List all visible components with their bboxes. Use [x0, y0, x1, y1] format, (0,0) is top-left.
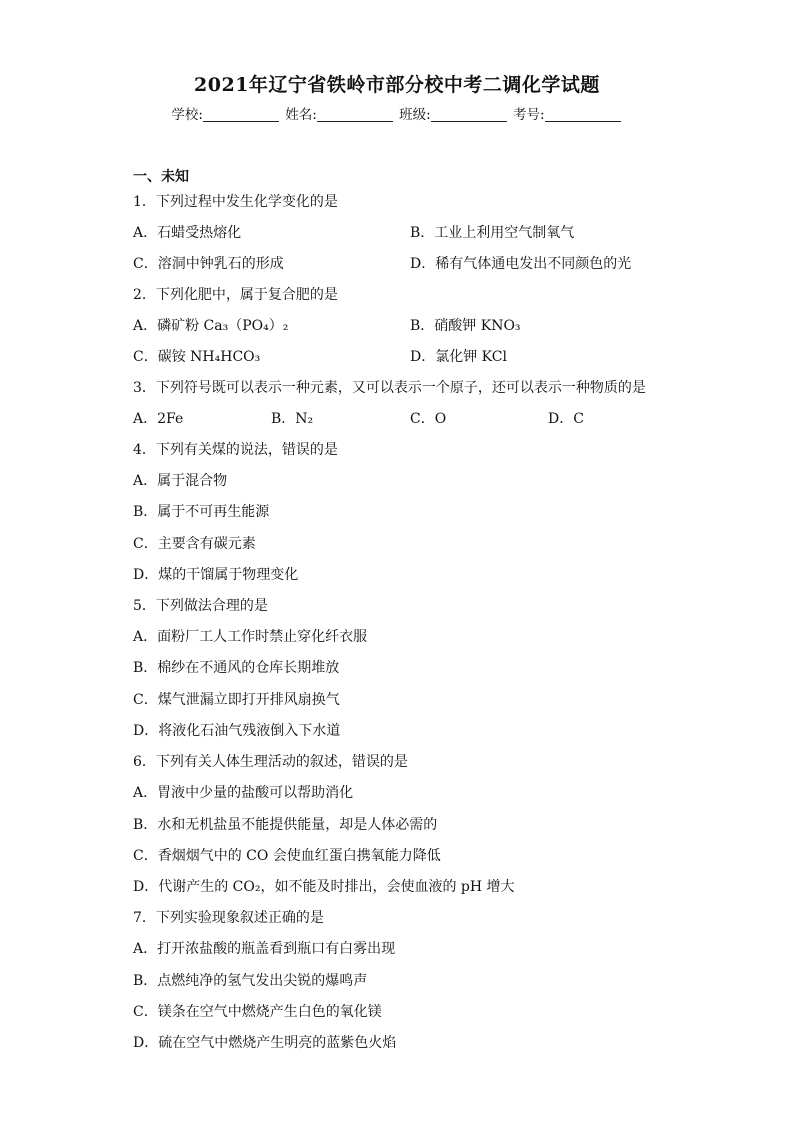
name-blank[interactable] — [317, 107, 393, 122]
question-1-option-d: D．稀有气体通电发出不同颜色的光 — [410, 256, 632, 272]
question-7-stem: 7．下列实验现象叙述正确的是 — [133, 910, 324, 926]
school-blank[interactable] — [203, 107, 279, 122]
question-3-option-c: C．O — [410, 411, 447, 427]
question-1-option-a: A．石蜡受热熔化 — [133, 225, 242, 241]
question-4-stem: 4．下列有关煤的说法，错误的是 — [133, 442, 338, 458]
question-2-option-b: B．硝酸钾 KNO₃ — [410, 318, 521, 334]
question-2-option-c: C．碳铵 NH₄HCO₃ — [133, 349, 261, 365]
question-5-option-b: B．棉纱在不通风的仓库长期堆放 — [133, 660, 340, 676]
question-4-option-a: A．属于混合物 — [133, 473, 228, 489]
question-1-stem: 1．下列过程中发生化学变化的是 — [133, 194, 338, 210]
exam-number-label: 考号: — [513, 107, 545, 123]
question-2-option-d: D．氯化钾 KCl — [410, 349, 507, 365]
question-5-option-c: C．煤气泄漏立即打开排风扇换气 — [133, 692, 340, 708]
question-6-option-d: D．代谢产生的 CO₂，如不能及时排出，会使血液的 pH 增大 — [133, 879, 515, 895]
question-1-option-c: C．溶洞中钟乳石的形成 — [133, 256, 284, 272]
question-3-stem: 3．下列符号既可以表示一种元素，又可以表示一个原子，还可以表示一种物质的是 — [133, 380, 646, 396]
question-1-option-b: B．工业上利用空气制氧气 — [410, 225, 575, 241]
question-4-option-b: B．属于不可再生能源 — [133, 504, 270, 520]
question-2-option-a: A．磷矿粉 Ca₃（PO₄）₂ — [133, 318, 289, 334]
question-3-option-d: D．C — [548, 411, 584, 427]
question-3-option-a: A．2Fe — [133, 411, 184, 427]
question-7-option-b: B．点燃纯净的氢气发出尖锐的爆鸣声 — [133, 973, 368, 989]
question-5-option-d: D．将液化石油气残液倒入下水道 — [133, 723, 341, 739]
question-5-option-a: A．面粉厂工人工作时禁止穿化纤衣服 — [133, 629, 368, 645]
question-7-option-d: D．硫在空气中燃烧产生明亮的蓝紫色火焰 — [133, 1035, 397, 1051]
question-6-option-a: A．胃液中少量的盐酸可以帮助消化 — [133, 785, 354, 801]
question-5-stem: 5．下列做法合理的是 — [133, 598, 268, 614]
question-6-option-c: C．香烟烟气中的 CO 会使血红蛋白携氧能力降低 — [133, 848, 441, 864]
question-3-option-b: B．N₂ — [271, 411, 314, 427]
question-4-option-c: C．主要含有碳元素 — [133, 536, 256, 552]
student-info-row — [0, 103, 794, 123]
class-blank[interactable] — [431, 107, 507, 122]
exam-number-blank[interactable] — [545, 107, 621, 122]
section-heading: 一、未知 — [133, 169, 189, 185]
question-2-stem: 2．下列化肥中，属于复合肥的是 — [133, 287, 338, 303]
question-7-option-a: A．打开浓盐酸的瓶盖看到瓶口有白雾出现 — [133, 941, 396, 957]
name-label: 姓名: — [285, 107, 317, 123]
question-7-option-c: C．镁条在空气中燃烧产生白色的氧化镁 — [133, 1004, 382, 1020]
exam-title: 2021年辽宁省铁岭市部分校中考二调化学试题 — [194, 74, 600, 96]
question-4-option-d: D．煤的干馏属于物理变化 — [133, 567, 299, 583]
question-6-stem: 6．下列有关人体生理活动的叙述，错误的是 — [133, 754, 408, 770]
question-6-option-b: B．水和无机盐虽不能提供能量，却是人体必需的 — [133, 817, 438, 833]
school-label: 学校: — [171, 107, 203, 123]
class-label: 班级: — [399, 107, 431, 123]
